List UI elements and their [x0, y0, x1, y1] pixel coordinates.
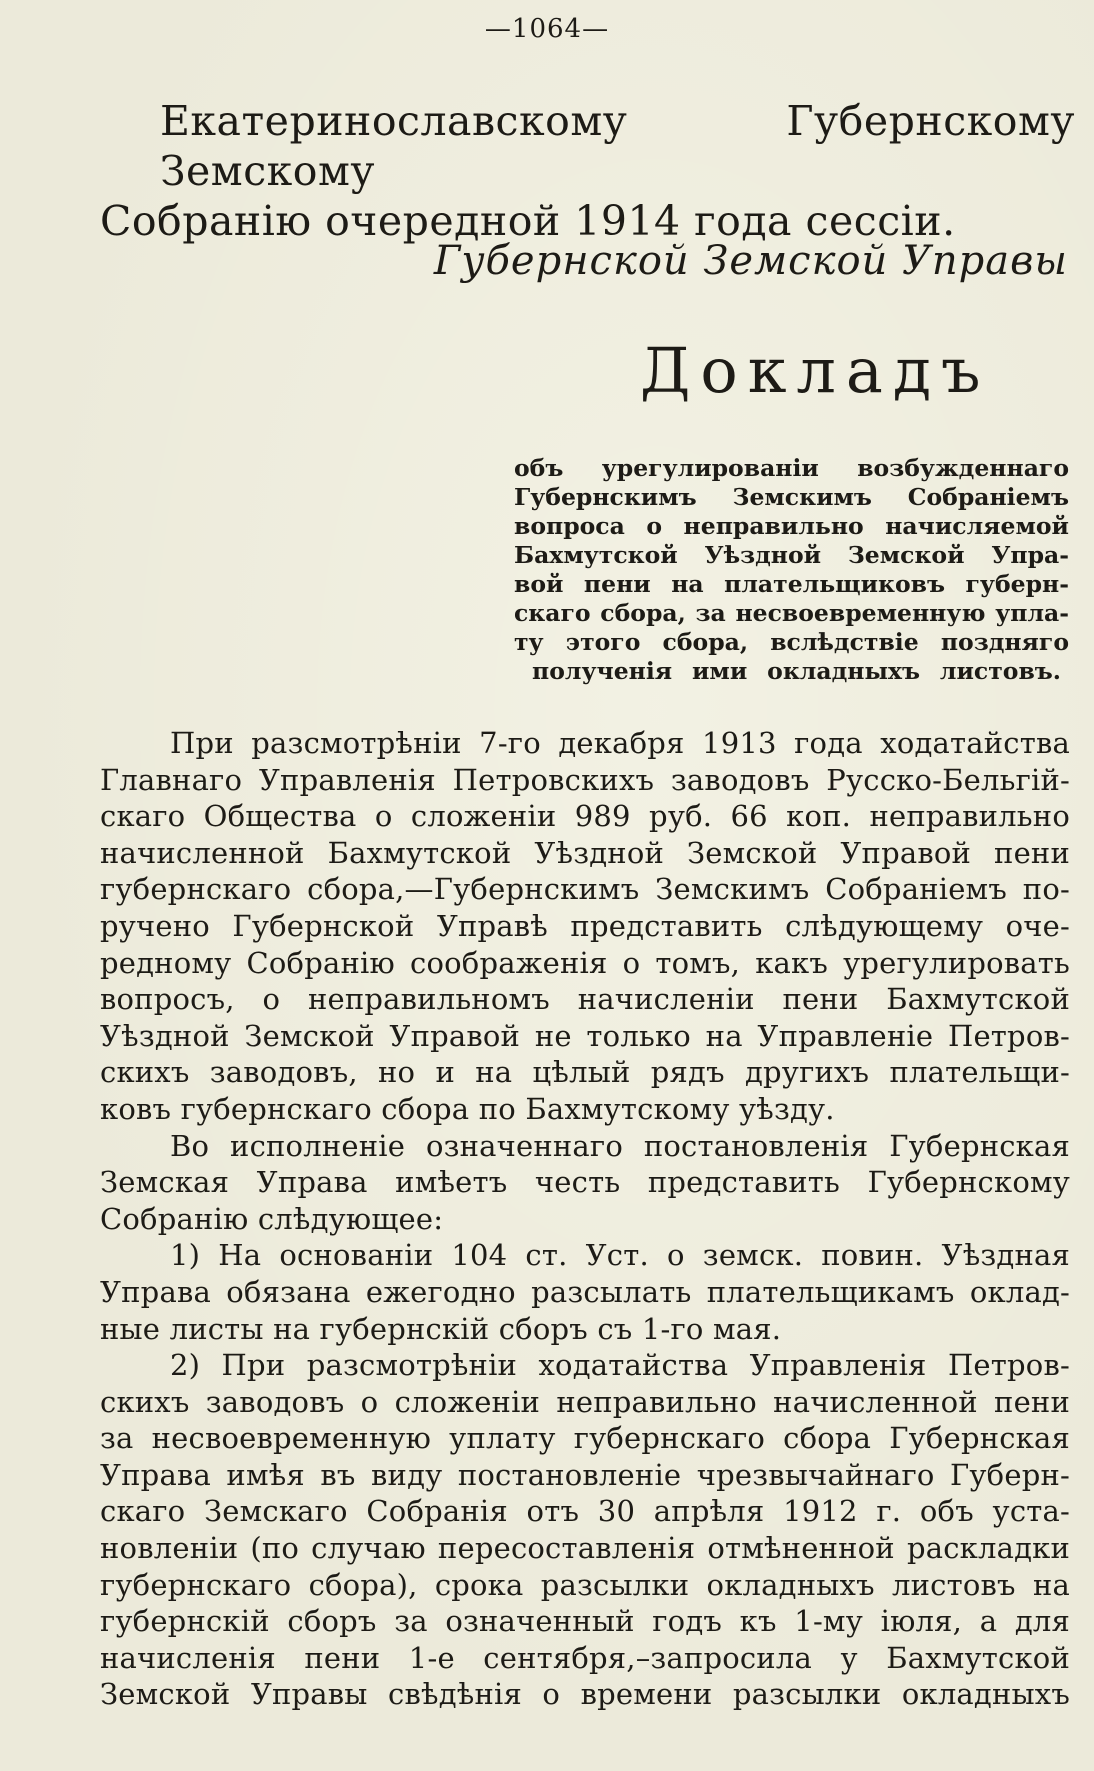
- document-subtitle: Губернской Земской Управы: [433, 238, 1068, 284]
- body-line: редному Собранію соображенія о томъ, какъ урегулировать: [100, 945, 1070, 980]
- document-title: [100, 96, 1075, 246]
- page-number: —1064—: [484, 14, 610, 44]
- abstract-line: ту этого сбора, вслѣдствіе поздняго: [514, 628, 1069, 656]
- body-line: ные листы на губернскій сборъ съ 1-го мая.: [100, 1311, 782, 1346]
- body-line: Земской Управы свѣдѣнія о времени разсылки окладныхъ: [100, 1677, 1070, 1712]
- body-text: [100, 725, 1070, 1713]
- abstract-line: скаго сбора, за несвоевременную упла-: [514, 599, 1069, 627]
- report-abstract: [514, 454, 1069, 686]
- body-line: При разсмотрѣніи 7-го декабря 1913 года ходатайства: [170, 726, 1070, 760]
- body-line: Земская Управа имѣетъ честь представить Губернскому: [100, 1165, 1070, 1200]
- abstract-line: Бахмутской Уѣздной Земской Упра-: [514, 541, 1069, 569]
- body-line: начисленной Бахмутской Уѣздной Земской Управой пени: [100, 835, 1070, 870]
- body-line: скаго Общества о сложеніи 989 руб. 66 коп. неправильно: [100, 799, 1070, 834]
- title-line-1: Екатеринославскому Губернскому Земскому: [160, 97, 1075, 195]
- body-line: Управа имѣя въ виду постановленіе чрезвычайнаго Губерн-: [100, 1457, 1070, 1492]
- abstract-line: вой пени на плательщиковъ губерн-: [514, 570, 1069, 598]
- body-line: губернскій сборъ за означенный годъ къ 1-му іюля, а для: [100, 1604, 1070, 1639]
- body-line: губернскаго сбора,—Губернскимъ Земскимъ Собраніемъ по-: [100, 872, 1070, 907]
- body-line: ковъ губернскаго сбора по Бахмутскому уѣзду.: [100, 1091, 835, 1126]
- abstract-line: Губернскимъ Земскимъ Собраніемъ: [514, 483, 1069, 511]
- body-line: Собранію слѣдующее:: [100, 1201, 444, 1236]
- body-line: 2) При разсмотрѣніи ходатайства Управленія Петров-: [170, 1348, 1070, 1383]
- body-line: за несвоевременную уплату губернскаго сбора Губернская: [100, 1421, 1070, 1456]
- body-line: 1) На основаніи 104 ст. Уст. о земск. повин. Уѣздная: [170, 1238, 1070, 1273]
- abstract-line: объ урегулированіи возбужденнаго: [514, 454, 1069, 482]
- abstract-line: вопроса о неправильно начисляемой: [514, 512, 1069, 540]
- body-line: Уѣздной Земской Управой не только на Управленіе Петров-: [100, 1018, 1070, 1053]
- body-line: скаго Земскаго Собранія отъ 30 апрѣля 1912 г. объ уста-: [100, 1494, 1070, 1529]
- body-line: новленіи (по случаю пересоставленія отмѣненной раскладки: [100, 1531, 1070, 1566]
- body-line: скихъ заводовъ о сложеніи неправильно начисленной пени: [100, 1384, 1070, 1419]
- body-line: Во исполненіе означеннаго постановленія Губернская: [170, 1128, 1070, 1163]
- abstract-line: полученія ими окладныхъ листовъ.: [532, 657, 1061, 685]
- title-line-2: Собранію очередной 1914 года сессіи.: [100, 197, 956, 245]
- body-line: скихъ заводовъ, но и на цѣлый рядъ другихъ плательщи-: [100, 1055, 1070, 1090]
- body-line: Главнаго Управленія Петровскихъ заводовъ Русско-Бельгій-: [100, 762, 1070, 797]
- body-line: начисленія пени 1-е сентября,–запросила у Бахмутской: [100, 1640, 1070, 1675]
- body-line: ручено Губернской Управѣ представить слѣдующему оче-: [100, 908, 1070, 943]
- body-line: губернскаго сбора), срока разсылки окладныхъ листовъ на: [100, 1567, 1070, 1602]
- body-line: вопросъ, о неправильномъ начисленіи пени Бахмутской: [100, 982, 1070, 1017]
- body-line: Управа обязана ежегодно разсылать плательщикамъ оклад-: [100, 1274, 1070, 1309]
- report-heading: Докладъ: [640, 334, 991, 407]
